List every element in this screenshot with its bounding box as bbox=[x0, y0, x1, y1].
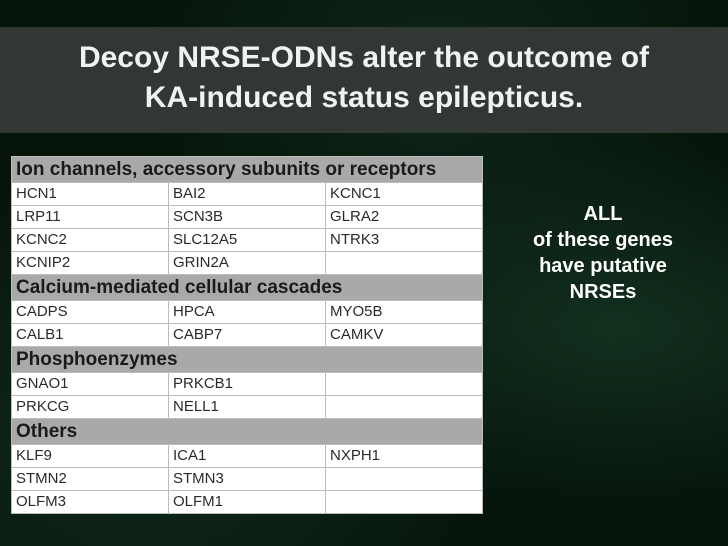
gene-cell: NXPH1 bbox=[326, 445, 483, 468]
side-note-line: have putative bbox=[539, 255, 667, 277]
gene-cell: ICA1 bbox=[169, 445, 326, 468]
gene-cell: STMN2 bbox=[12, 468, 169, 491]
side-note bbox=[508, 201, 698, 305]
table-row bbox=[12, 301, 483, 324]
gene-cell: NELL1 bbox=[169, 396, 326, 419]
side-note-line: of these genes bbox=[532, 229, 674, 251]
section-header-row bbox=[12, 419, 483, 445]
gene-cell: STMN3 bbox=[169, 468, 326, 491]
gene-cell: GNAO1 bbox=[12, 373, 169, 396]
gene-cell: BAI2 bbox=[169, 183, 326, 206]
gene-cell: PRKCG bbox=[12, 396, 169, 419]
side-note-line: ALL bbox=[583, 203, 623, 225]
gene-cell: OLFM1 bbox=[169, 491, 326, 514]
table-row bbox=[12, 396, 483, 419]
gene-cell: KCNIP2 bbox=[12, 252, 169, 275]
gene-cell: CAMKV bbox=[326, 324, 483, 347]
gene-cell: OLFM3 bbox=[12, 491, 169, 514]
table-row bbox=[12, 468, 483, 491]
gene-cell: CALB1 bbox=[12, 324, 169, 347]
table-row bbox=[12, 229, 483, 252]
side-note-line: NRSEs bbox=[569, 281, 637, 303]
gene-cell bbox=[326, 491, 483, 514]
section-header: Calcium-mediated cellular cascades bbox=[12, 275, 483, 301]
gene-cell: GRIN2A bbox=[169, 252, 326, 275]
table-row bbox=[12, 252, 483, 275]
gene-cell: SCN3B bbox=[169, 206, 326, 229]
gene-cell: HPCA bbox=[169, 301, 326, 324]
table-row bbox=[12, 445, 483, 468]
gene-cell: NTRK3 bbox=[326, 229, 483, 252]
gene-cell bbox=[326, 373, 483, 396]
table-row bbox=[12, 324, 483, 347]
section-header: Phosphoenzymes bbox=[12, 347, 483, 373]
gene-cell: LRP11 bbox=[12, 206, 169, 229]
gene-cell: MYO5B bbox=[326, 301, 483, 324]
gene-cell bbox=[326, 252, 483, 275]
section-header-row bbox=[12, 157, 483, 183]
gene-cell bbox=[326, 468, 483, 491]
gene-cell: GLRA2 bbox=[326, 206, 483, 229]
table-row bbox=[12, 491, 483, 514]
gene-cell: CABP7 bbox=[169, 324, 326, 347]
table-row bbox=[12, 206, 483, 229]
gene-cell: CADPS bbox=[12, 301, 169, 324]
slide-title: Decoy NRSE-ODNs alter the outcome of KA-induced status epilepticus. bbox=[78, 41, 650, 114]
gene-cell bbox=[326, 396, 483, 419]
gene-cell: HCN1 bbox=[12, 183, 169, 206]
gene-cell: KLF9 bbox=[12, 445, 169, 468]
section-header: Ion channels, accessory subunits or receptors bbox=[12, 157, 483, 183]
gene-cell: SLC12A5 bbox=[169, 229, 326, 252]
table-row bbox=[12, 183, 483, 206]
gene-cell: KCNC1 bbox=[326, 183, 483, 206]
gene-cell: KCNC2 bbox=[12, 229, 169, 252]
gene-cell: PRKCB1 bbox=[169, 373, 326, 396]
section-header-row bbox=[12, 347, 483, 373]
section-header-row bbox=[12, 275, 483, 301]
table-row bbox=[12, 373, 483, 396]
gene-table bbox=[11, 156, 483, 514]
section-header: Others bbox=[12, 419, 483, 445]
